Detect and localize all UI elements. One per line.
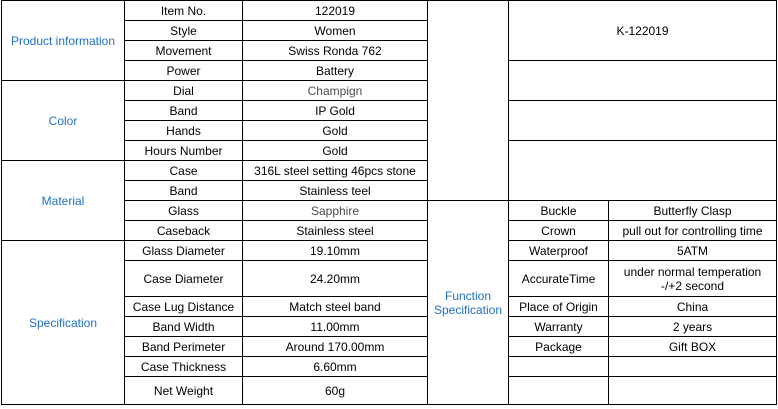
value-buckle: Butterfly Clasp [609, 201, 777, 221]
label-material-band: Band [125, 181, 243, 201]
accurate-time-line2: -/+2 second [660, 278, 725, 293]
label-warranty: Warranty [509, 317, 609, 337]
label-movement: Movement [125, 41, 243, 61]
label-glass-diameter: Glass Diameter [125, 241, 243, 261]
label-crown: Crown [509, 221, 609, 241]
label-caseback: Caseback [125, 221, 243, 241]
value-material-band: Stainless teel [243, 181, 428, 201]
label-dial: Dial [125, 81, 243, 101]
value-net-weight: 60g [243, 377, 428, 405]
accurate-time-line1: under normal temperation [623, 264, 762, 279]
label-band-width: Band Width [125, 317, 243, 337]
label-package: Package [509, 337, 609, 357]
blank-function-value-2 [609, 377, 777, 405]
label-color-band: Band [125, 101, 243, 121]
blank-right-1 [509, 61, 777, 101]
blank-function-label-2 [509, 377, 609, 405]
blank-right-2 [509, 101, 777, 141]
section-specification: Specification [2, 241, 125, 405]
value-crown: pull out for controlling time [609, 221, 777, 241]
label-band-perimeter: Band Perimeter [125, 337, 243, 357]
label-place-of-origin: Place of Origin [509, 297, 609, 317]
row-glass-diameter [2, 241, 777, 261]
value-case-diameter: 24.20mm [243, 261, 428, 297]
label-case-lug: Case Lug Distance [125, 297, 243, 317]
function-label-line1: Function [444, 288, 492, 303]
label-net-weight: Net Weight [125, 377, 243, 405]
value-case: 316L steel setting 46pcs stone [243, 161, 428, 181]
label-power: Power [125, 61, 243, 81]
section-color: Color [2, 81, 125, 161]
value-accurate-time [609, 261, 777, 297]
value-item-no: 122019 [243, 1, 428, 21]
value-style: Women [243, 21, 428, 41]
label-accurate-time: AccurateTime [509, 261, 609, 297]
value-case-thickness: 6.60mm [243, 357, 428, 377]
value-waterproof: 5ATM [609, 241, 777, 261]
value-case-lug: Match steel band [243, 297, 428, 317]
label-waterproof: Waterproof [509, 241, 609, 261]
value-glass: Sapphire [243, 201, 428, 221]
value-warranty: 2 years [609, 317, 777, 337]
blank-right-3 [509, 141, 777, 201]
blank-function-value-1 [609, 357, 777, 377]
product-spec-table [1, 0, 777, 405]
label-case: Case [125, 161, 243, 181]
value-hours-number: Gold [243, 141, 428, 161]
value-band-perimeter: Around 170.00mm [243, 337, 428, 357]
value-band-width: 11.00mm [243, 317, 428, 337]
section-function-specification [428, 201, 509, 405]
value-dial: Champign [243, 81, 428, 101]
value-movement: Swiss Ronda 762 [243, 41, 428, 61]
value-caseback: Stainless steel [243, 221, 428, 241]
label-style: Style [125, 21, 243, 41]
label-buckle: Buckle [509, 201, 609, 221]
value-package: Gift BOX [609, 337, 777, 357]
blank-function-label-1 [509, 357, 609, 377]
blank-column-top [428, 1, 509, 201]
label-case-diameter: Case Diameter [125, 261, 243, 297]
section-material: Material [2, 161, 125, 241]
function-label-line2: Specification [433, 302, 503, 317]
label-case-thickness: Case Thickness [125, 357, 243, 377]
value-glass-diameter: 19.10mm [243, 241, 428, 261]
value-power: Battery [243, 61, 428, 81]
label-item-no: Item No. [125, 1, 243, 21]
value-place-of-origin: China [609, 297, 777, 317]
label-hands: Hands [125, 121, 243, 141]
section-product-information: Product information [2, 1, 125, 81]
row-item-no [2, 1, 777, 21]
value-color-band: IP Gold [243, 101, 428, 121]
value-hands: Gold [243, 121, 428, 141]
model-code: K-122019 [509, 1, 777, 61]
label-hours-number: Hours Number [125, 141, 243, 161]
label-glass: Glass [125, 201, 243, 221]
